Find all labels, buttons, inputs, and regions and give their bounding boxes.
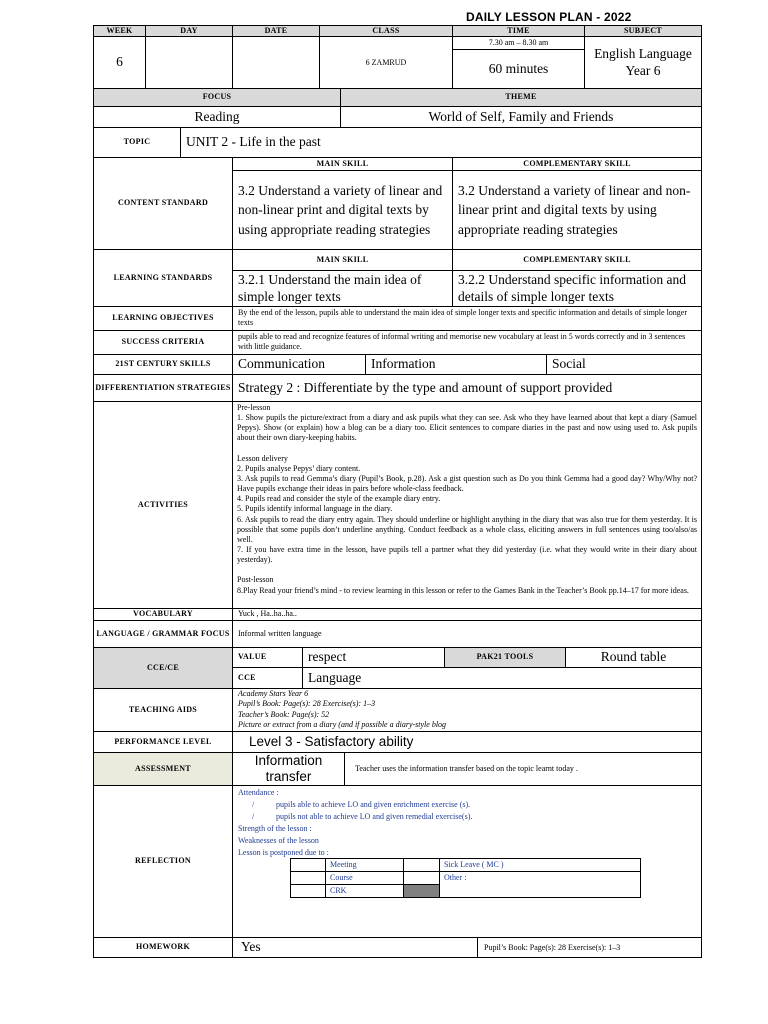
postponed-line: Lesson is postponed due to : xyxy=(238,848,329,857)
content-standard-label: CONTENT STANDARD xyxy=(93,157,233,250)
weakness-line: Weaknesses of the lesson xyxy=(238,836,319,845)
teaching-aid-item: Academy Stars Year 6 xyxy=(238,689,309,698)
teaching-aids-label: TEACHING AIDS xyxy=(93,688,233,732)
ls-main-value: 3.2.1 Understand the main idea of simple longer texts xyxy=(232,270,453,307)
ls-main-skill-label: MAIN SKILL xyxy=(232,249,453,271)
vocabulary-value: Yuck , Ha..ha..ha.. xyxy=(232,608,702,621)
teaching-aid-item: Picture or extract from a diary (and if possible a diary-style blog xyxy=(238,720,447,730)
theme-value: World of Self, Family and Friends xyxy=(340,106,702,128)
date-label: DATE xyxy=(232,25,320,37)
checkbox-cell[interactable] xyxy=(404,859,440,872)
lesson-delivery-title: Lesson delivery xyxy=(237,453,288,463)
class-label: CLASS xyxy=(319,25,453,37)
teaching-aid-item: Pupil’s Book: Page(s): 28 Exercise(s): 1–3 xyxy=(238,699,376,709)
pak21-value: Round table xyxy=(565,647,702,668)
checkbox-cell[interactable] xyxy=(404,872,440,885)
cce-sub-label: CCE xyxy=(232,667,303,689)
page-title: DAILY LESSON PLAN - 2022 xyxy=(466,10,632,24)
reason-other: Other : xyxy=(440,872,641,898)
assessment-note: Teacher uses the information transfer based on the topic learnt today . xyxy=(344,752,702,786)
remedial-line: pupils not able to achieve LO and given remedial exercise(s). xyxy=(276,812,473,821)
homework-label: HOMEWORK xyxy=(93,937,233,958)
shaded-cell xyxy=(404,885,440,898)
success-criteria-value: pupils able to read and recognize features of informal writing and memorise new vocabulary at least in 5 words correctly and in 3 sentences with little guidance. xyxy=(232,330,702,355)
homework-value: Yes xyxy=(232,937,478,958)
time-value: 7.30 am – 8.30 am xyxy=(452,36,585,50)
main-skill-label: MAIN SKILL xyxy=(232,157,453,171)
differentiation-label: DIFFERENTIATION STRATEGIES xyxy=(93,374,233,402)
duration-value: 60 minutes xyxy=(452,49,585,89)
checkbox-cell[interactable] xyxy=(291,885,326,898)
homework-detail: Pupil’s Book: Page(s): 28 Exercise(s): 1–3 xyxy=(477,937,702,958)
topic-label: TOPIC xyxy=(93,127,181,158)
activity-step: 2. Pupils analyse Pepys’ diary content. xyxy=(237,463,361,473)
post-lesson-title: Post-lesson xyxy=(237,575,274,585)
activity-step: 5. Pupils identify informal language in the diary. xyxy=(237,504,393,514)
postponed-reasons-table xyxy=(290,858,641,898)
checkbox-cell[interactable] xyxy=(291,859,326,872)
reason-meeting: Meeting xyxy=(326,859,404,872)
class-value: 6 ZAMRUD xyxy=(319,36,453,89)
success-criteria-label: SUCCESS CRITERIA xyxy=(93,330,233,355)
skill-information: Information xyxy=(365,354,547,375)
enrichment-line: pupils able to achieve LO and given enrichment exercise (s). xyxy=(276,800,471,809)
activity-step: 3. Ask pupils to read Gemma’s diary (Pupil’s Book, p.28). Ask a gist question such as Do you think Gemma had a good day? Why/Why not? Have pupils exchange their ideas in pairs before whole-class feedback. xyxy=(237,473,697,494)
reason-crk: CRK xyxy=(326,885,404,898)
teaching-aid-item: Teacher’s Book: Page(s): 52 xyxy=(238,709,330,719)
cce-ce-label: CCE/CE xyxy=(93,647,233,689)
content-standard-main: 3.2 Understand a variety of linear and non-linear print and digital texts by using appropriate reading strategies xyxy=(232,170,453,250)
skills-label: 21ST CENTURY SKILLS xyxy=(93,354,233,375)
learning-objectives-value: By the end of the lesson, pupils able to understand the main idea of simple longer texts and specific information and details of simple longer texts xyxy=(232,306,702,331)
learning-objectives-label: LEARNING OBJECTIVES xyxy=(93,306,233,331)
subject-value: English Language Year 6 xyxy=(584,36,702,89)
grammar-value: Informal written language xyxy=(232,620,702,648)
reason-sick-leave: Sick Leave ( MC ) xyxy=(440,859,641,872)
activities-content xyxy=(232,401,702,609)
performance-label: PERFORMANCE LEVEL xyxy=(93,731,233,753)
reason-course: Course xyxy=(326,872,404,885)
subject-label: SUBJECT xyxy=(584,25,702,37)
differentiation-value: Strategy 2 : Differentiate by the type and amount of support provided xyxy=(232,374,702,402)
theme-label: THEME xyxy=(340,88,702,107)
ls-complementary-skill-label: COMPLEMENTARY SKILL xyxy=(452,249,702,271)
week-value: 6 xyxy=(93,36,146,89)
learning-standards-label: LEARNING STANDARDS xyxy=(93,249,233,307)
attendance-line: Attendance : xyxy=(238,788,279,797)
day-label: DAY xyxy=(145,25,233,37)
skill-communication: Communication xyxy=(232,354,366,375)
reflection-label: REFLECTION xyxy=(93,785,233,938)
vocabulary-label: VOCABULARY xyxy=(93,608,233,621)
assessment-label: ASSESSMENT xyxy=(93,752,233,786)
focus-value: Reading xyxy=(93,106,341,128)
activity-step: 7. If you have extra time in the lesson, have pupils tell a partner what they did yesterday (i.e. what they would write in their diary about yesterday). xyxy=(237,545,697,565)
pak21-label: PAK21 TOOLS xyxy=(444,647,566,668)
slash-mark: / xyxy=(252,812,255,821)
ls-complementary-value: 3.2.2 Understand specific information and details of simple longer texts xyxy=(452,270,702,307)
date-value xyxy=(232,36,320,89)
cce-value: Language xyxy=(302,667,702,689)
topic-value: UNIT 2 - Life in the past xyxy=(180,127,702,158)
performance-value: Level 3 - Satisfactory ability xyxy=(232,731,702,753)
value-value: respect xyxy=(302,647,445,668)
reflection-content xyxy=(232,785,702,938)
activity-step: 6. Ask pupils to read the diary entry again. They should underline or highlight anything in the diary that was also true for them yesterday. It is possible that some pupils don’t underline anything. Conduct feedback as a whole class, eliciting answers in full sentences using too/also/as well. xyxy=(237,514,697,544)
content-standard-complementary: 3.2 Understand a variety of linear and non-linear print and digital texts by using appropriate reading strategies xyxy=(452,170,702,250)
activity-step: 8.Play Read your friend’s mind - to review learning in this lesson or refer to the Games Bank in the Teacher’s Book pp.14–17 for more ideas. xyxy=(237,585,689,595)
week-label: WEEK xyxy=(93,25,146,37)
value-label: VALUE xyxy=(232,647,303,668)
activity-step: 4. Pupils read and consider the style of the example diary entry. xyxy=(237,494,441,504)
strength-line: Strength of the lesson : xyxy=(238,824,312,833)
skill-social: Social xyxy=(546,354,702,375)
grammar-label: LANGUAGE / GRAMMAR FOCUS xyxy=(93,620,233,648)
teaching-aids-list xyxy=(232,688,702,732)
activity-step: 1. Show pupils the picture/extract from a diary and ask pupils what they can see. Ask who they have learned about that kept a diary (Samuel Pepys). Show (or explain) how a blog can be a diary too. Elicit sentences to compare diaries in the past and now using used to. Ask pupils about their own diary-keeping habits. xyxy=(237,413,697,443)
assessment-value: Information transfer xyxy=(232,752,345,786)
slash-mark: / xyxy=(252,800,255,809)
complementary-skill-label: COMPLEMENTARY SKILL xyxy=(452,157,702,171)
pre-lesson-title: Pre-lesson xyxy=(237,403,271,412)
day-value xyxy=(145,36,233,89)
checkbox-cell[interactable] xyxy=(291,872,326,885)
activities-label: ACTIVITIES xyxy=(93,401,233,609)
time-label: TIME xyxy=(452,25,585,37)
focus-label: FOCUS xyxy=(93,88,341,107)
